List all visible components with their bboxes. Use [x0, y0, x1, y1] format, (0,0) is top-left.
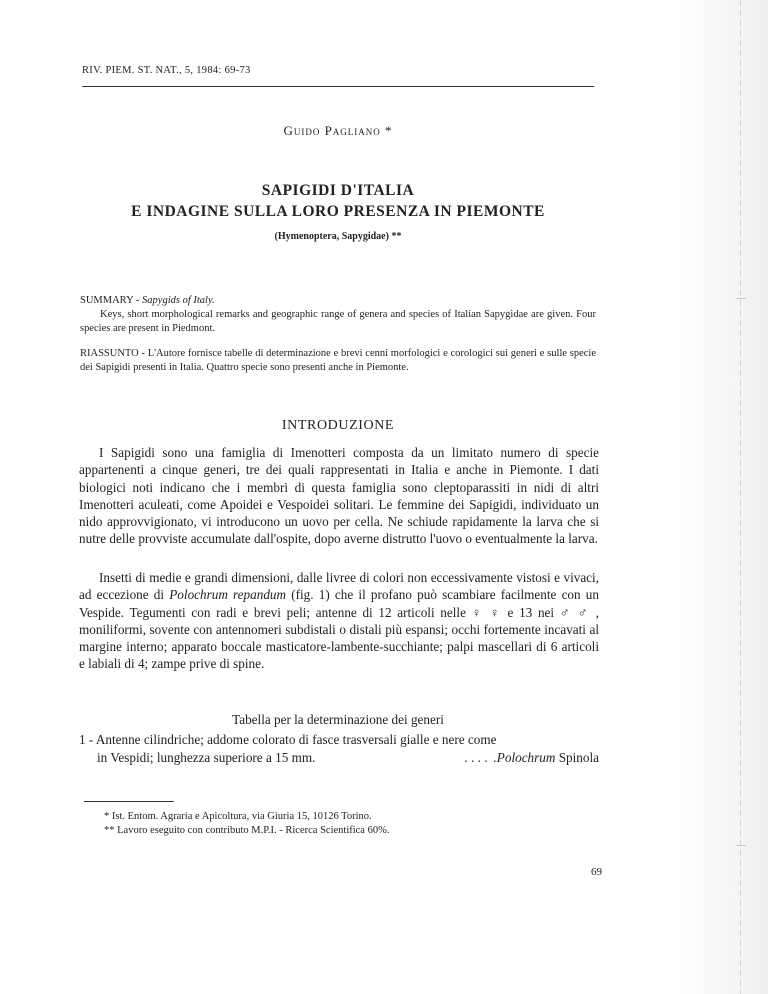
page-edge-shadow — [678, 0, 768, 994]
key-line-1: 1 - Antenne cilindriche; addome colorato di fasce trasversali gialle e nere come — [79, 732, 497, 747]
key-result — [464, 749, 599, 767]
intro-paragraph-2 — [79, 569, 599, 673]
author-name: Guido Pagliano * — [283, 123, 393, 138]
key-entry-1 — [79, 731, 599, 766]
header-rule — [82, 86, 594, 87]
summary-label: SUMMARY - — [80, 295, 143, 306]
intro-paragraph-1: I Sapigidi sono una famiglia di Imenotteri composta da un limitato numero di specie appartenenti a cinque generi, tre dei quali rappresentati in Italia e anche in Piemonte. I dati biologici noti indicano che i membri di questa famiglia sono cleptoparassiti in nidi di altri Imenotteri aculeati, come Apoidei e Vespoidei solitari. Le femmine dei Sapigidi, individuato un nido approvvigionato, vi introducono un uovo per cella. Ne schiude rapidamente la larva che si nutre delle provviste accumulate dall'ospite, dopo averne distrutto l'uovo o eventualmente la larva. — [79, 445, 599, 547]
article-title — [62, 180, 614, 222]
journal-header: RIV. PIEM. ST. NAT., 5, 1984: 69-73 — [82, 65, 251, 76]
footnote-rule — [84, 801, 174, 802]
footnote-1: * Ist. Entom. Agraria e Apicoltura, via Giuria 15, 10126 Torino. — [104, 811, 372, 822]
title-line-2: E INDAGINE SULLA LORO PRESENZA IN PIEMONTE — [131, 203, 545, 220]
article-subtitle: (Hymenoptera, Sapygidae) ** — [274, 231, 402, 242]
summary-text: Keys, short morphological remarks and geographic range of genera and species of Italian Sapygidae are given. Four species are present in Piedmont. — [80, 309, 596, 334]
summary-title: Sapygids of Italy. — [142, 295, 215, 306]
footnote-2: ** Lavoro eseguito con contributo M.P.I. - Ricerca Scientifica 60%. — [104, 825, 390, 836]
summary-block — [80, 294, 596, 336]
species-name: Polochrum repandum — [169, 587, 287, 603]
section-heading: INTRODUZIONE — [281, 418, 395, 433]
key-line-2-text: in Vespidi; lunghezza superiore a 15 mm. — [97, 749, 316, 765]
edge-mark — [736, 845, 746, 846]
genus-authority: Spinola — [555, 749, 599, 765]
key-dots: . . . . — [464, 749, 488, 765]
p2-text-b: (fig. 1) che il profano può scambiare facilmente con un Vespide. Tegumenti con radi e brevi peli; antenne di 12 articoli nelle ♀ ♀ e 13 nei ♂ ♂ , moniliformi, sovente con antennomeri subdistali o distali più espansi; occhi fortemente incavati al margine interno; apparato boccale masticatore-lambente-succhiante; palpi mascellari di 6 articoli e labiali di 4; zampe prive di spine. — [79, 587, 599, 672]
edge-mark — [736, 298, 746, 299]
key-line-2 — [79, 749, 599, 767]
p2-text-a: Insetti di medie e grandi dimensioni, dalle livree di colori non eccessivamente vistosi e vivaci, ad eccezione di — [79, 570, 599, 603]
genus-name: .Polochrum — [493, 749, 556, 765]
key-heading: Tabella per la determinazione dei generi — [232, 712, 444, 727]
riassunto-block: RIASSUNTO - L'Autore fornisce tabelle di determinazione e brevi cenni morfologici e corologici sui generi e sulle specie dei Sapigidi presenti in Italia. Quattro specie sono presenti anche in Piemonte. — [80, 348, 596, 373]
title-line-1: SAPIGIDI D'ITALIA — [261, 182, 415, 199]
page-number: 69 — [591, 866, 602, 878]
